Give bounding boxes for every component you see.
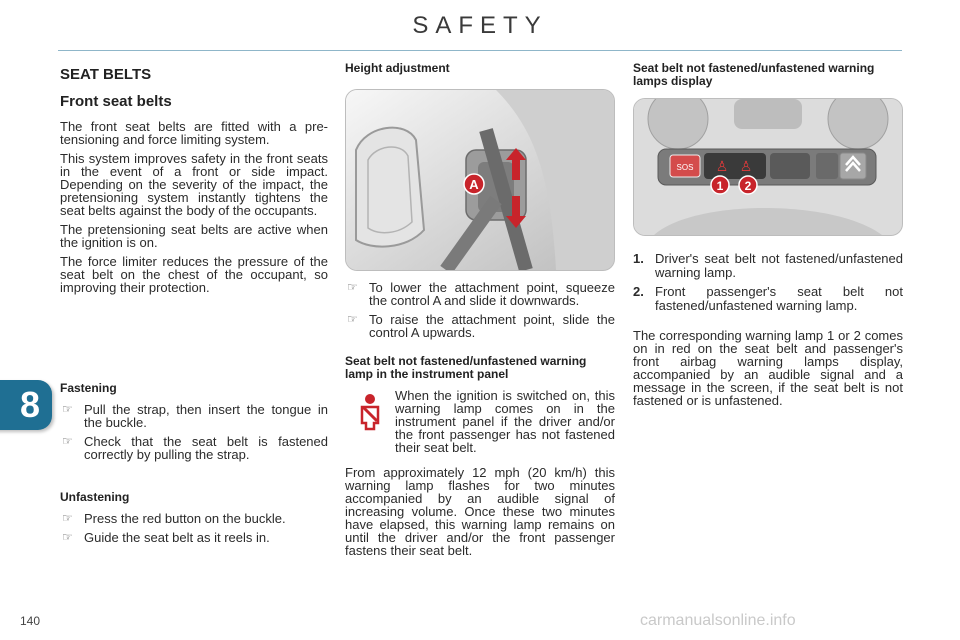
list-item: ☞ Pull the strap, then insert the tongue in the buckle. <box>62 402 328 430</box>
sos-button-label: SOS <box>676 163 694 172</box>
watermark: carmanualsonline.info <box>640 612 796 629</box>
paragraph: The corresponding warning lamp 1 or 2 comes on in red on the seat belt and passenger's front airbag warning lamps display, accompanied by an audible signal and a message in the screen, if the seat belt is not fastened or is unfastened. <box>633 328 903 408</box>
list-item: ☞ Check that the seat belt is fastened correctly by pulling the strap. <box>62 434 328 462</box>
svg-text:♙: ♙ <box>715 159 729 175</box>
warning-lamps-display-heading: Seat belt not fastened/unfastened warning lamps display <box>633 61 875 88</box>
warning-lamp-row <box>345 389 615 454</box>
list-item: 1. Driver's seat belt not fastened/unfastened warning lamp. <box>633 251 903 280</box>
section-title: SEAT BELTS <box>60 66 152 83</box>
paragraph: The front seat belts are fitted with a pre-tensioning and force limiting system. <box>60 119 328 147</box>
paragraph: The pretensioning seat belts are active when the ignition is on. <box>60 222 328 250</box>
height-adjustment-heading: Height adjustment <box>345 61 450 75</box>
height-adjustment-list <box>345 281 615 339</box>
pointing-hand-icon: ☞ <box>62 511 73 525</box>
paragraph: The force limiter reduces the pressure of the seat belt on the chest of the occupant, so improving their protection. <box>60 254 328 295</box>
fastening-heading: Fastening <box>60 381 117 395</box>
list-item: ☞ To lower the attachment point, squeeze the control A and slide it downwards. <box>347 280 615 308</box>
paragraph: From approximately 12 mph (20 km/h) this warning lamp flashes for two minutes accompanied by an audible signal of increasing volume. Once these two minutes have elapsed, this warning lamp remains on until the driver and/or the front passenger fastens their seat belt. <box>345 465 615 558</box>
fastening-list <box>60 403 328 461</box>
pointing-hand-icon: ☞ <box>347 280 358 294</box>
subsection-title: Front seat belts <box>60 93 172 110</box>
unfastening-list <box>60 512 328 544</box>
seat-belt-height-illustration <box>345 89 615 271</box>
warning-lamp-description: When the ignition is switched on, this warning lamp comes on in the instrument panel if the driver and/or the front passenger has not fastened their seat belt. <box>395 388 615 455</box>
column-middle <box>345 62 615 563</box>
control-a-label: A <box>469 177 479 192</box>
list-item: ☞ Press the red button on the buckle. <box>62 511 286 526</box>
pointing-hand-icon: ☞ <box>347 312 358 326</box>
seat-belt-illustration-svg <box>346 90 614 270</box>
title-divider <box>58 50 902 51</box>
lamp-1-label: 1 <box>716 179 724 193</box>
lamp-2-label: 2 <box>744 179 752 193</box>
chapter-tab[interactable]: 8 <box>0 380 52 430</box>
pointing-hand-icon: ☞ <box>62 530 73 544</box>
warning-lamps-list <box>633 252 903 313</box>
warning-display-svg <box>634 99 902 235</box>
column-right <box>633 62 903 413</box>
list-item: ☞ To raise the attachment point, slide the control A upwards. <box>347 312 615 340</box>
paragraph: This system improves safety in the front seats in the event of a front or side impact. Depending on the severity of the impact, the pretensioning system instantly tightens the seat belts against the body of the occupants. <box>60 151 328 218</box>
warning-lamps-display-illustration <box>633 98 903 236</box>
column-left <box>60 62 328 550</box>
page-number: 140 <box>20 614 41 628</box>
seatbelt-warning-icon <box>345 389 395 431</box>
instrument-panel-warning-heading: Seat belt not fastened/unfastened warning lamp in the instrument panel <box>345 354 587 381</box>
pointing-hand-icon: ☞ <box>62 434 73 448</box>
pointing-hand-icon: ☞ <box>62 402 73 416</box>
svg-text:♙: ♙ <box>739 159 753 175</box>
page-title: SAFETY <box>412 12 548 39</box>
list-item: 2. Front passenger's seat belt not fastened/unfastened warning lamp. <box>633 284 903 313</box>
list-item: ☞ Guide the seat belt as it reels in. <box>62 530 270 545</box>
unfastening-heading: Unfastening <box>60 490 130 504</box>
